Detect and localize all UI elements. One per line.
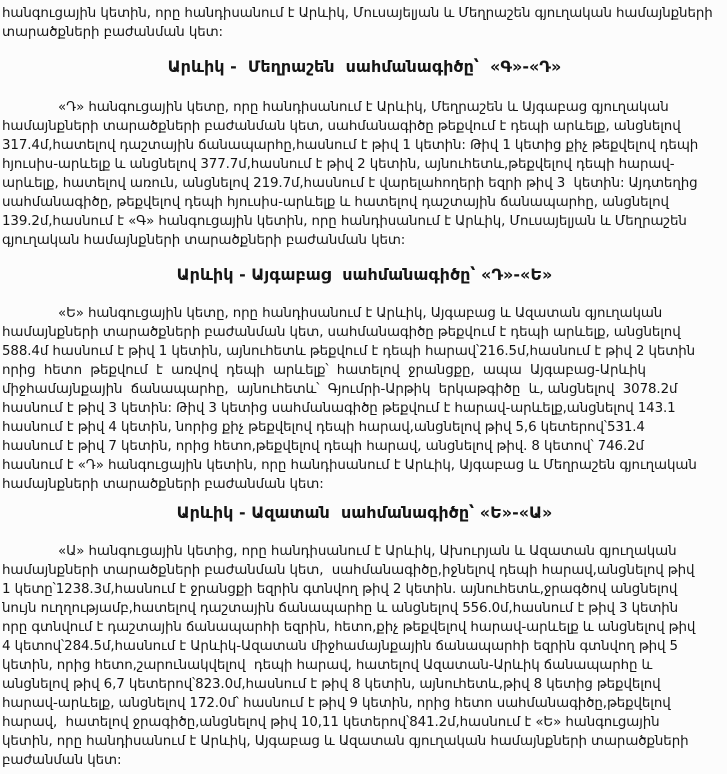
section-arevik-azatan [2,502,727,770]
section-heading-arevik-azatan: Արևիկ - Ազատան սահմանագիծը՝ «Ե»-«Ա» [176,503,553,522]
section-arevik-aygabats [2,264,727,494]
text-line: «Ե» հանգուցային կետը, որը հանդիսանում է Արևիկ, Այգաբաց և Ազատան գյուղական [58,306,663,321]
text-line: համայնքների տարածքների բաժանման կետ, սահմանագիծը թեքվում է դեպի արևելք, անցնելով [2,119,681,134]
text-line: որից հետո թեքվում է առվով դեպի արևելք՝ հատելով ջրանցքը, ապա Այգաբաց-Արևիկ [2,363,646,378]
section-paragraph-arevik-aygabats [2,304,727,494]
text-line: համայնքների տարածքների բաժանման կետ: [2,477,324,492]
text-line: հասնում է թիվ 3 կետին: Թիվ 3 կետից սահմանագիծը թեքվում է հարավ-արևելք,անցնելով 143.1 [2,401,676,416]
text-line: հասնում է «Դ» հանգուցային կետին, որը հանդիսանում է Արևիկ, Այգաբաց և Մեղրաշեն գյուղական [2,458,697,473]
text-line: նույն ուղղությամբ,հատելով դաշտային ճանապարհը և անցնելով 556.0մ,հասնում է թիվ 3 կետին [2,601,679,616]
text-line: անցնելով թիվ 6,7 կետերով՝823.0մ,հասնում է թիվ 8 կետին, այնուհետև,թիվ 8 կետից թեքվելով [2,677,661,692]
text-line: 1 կետը՝1238.3մ,հասնում է ջրանցքի եզրին գտնվող թիվ 2 կետին. այնուհետև,ջրագծով անցնելով [2,582,678,597]
text-line: հյուսիս-արևելք և անցնելով 377.7մ,հասնում է թիվ 2 կետին, այնուհետև,թեքվելով դեպի հարավ- [2,157,675,172]
text-line: 139.2մ,հասնում է «Գ» հանգուցային կետին, որը հանդիսանում է Արևիկ, Մուսայելյան և Մեղրաշեն [2,214,687,229]
text-line: հասնում է թիվ 7 կետին, որից հետո,թեքվելով դեպի հարավ, անցնելով թիվ. 8 կետով՝ 746.2մ [2,439,644,454]
text-line: կետին, որից հետո,շարունակվելով դեպի հարավ, հատելով Ազատան-Արևիկ ճանապարհը և [2,658,653,673]
text-line: գյուղական համայնքների տարածքների բաժանման կետ: [2,233,406,248]
text-line: սահմանագիծը, թեքվելով դեպի հյուսիս-արևելք և հատելով դաշտային ճանապարհը, անցնելով [2,195,669,210]
intro-paragraph [2,4,727,42]
section-paragraph-arevik-meghrashen [2,98,727,250]
text-line: արևելք, հատելով առուն, անցնելով 219.7մ,հասնում է վարելահողերի եզրի թիվ 3 կետին: Այդտեղից [2,176,698,191]
text-line: կետին, որը հանդիսանում է Արևիկ, Այգաբաց և Ազատան գյուղական համայնքների տարածքների [2,734,689,749]
text-line: «Դ» հանգուցային կետը, որը հանդիսանում է Արևիկ, Մեղրաշեն և Այգաբաց գյուղական [58,100,669,115]
text-line: 317.4մ,հատելով դաշտային ճանապարհը,հասնում է թիվ 1 կետին: Թիվ 1 կետից քիչ թեքվելով դեպի [2,138,699,153]
text-line: բաժանման կետ: [2,753,122,768]
text-line: «Ա» հանգուցային կետից, որը հանդիսանում է Արևիկ, Ախուրյան և Ազատան գյուղական [58,544,677,559]
text-line: համայնքների տարածքների բաժանման կետ, սահմանագիծը,իջնելով դեպի հարավ,անցնելով թիվ [2,563,695,578]
text-line: միջհամայնքային ճանապարհը, այնուհետև՝ Գյումրի-Արթիկ երկաթգիծը և, անցնելով 3078.2մ [2,382,678,397]
text-line: տարածքների բաժանման կետ: [2,25,223,40]
text-line: համայնքների տարածքների բաժանման կետ, սահմանագիծը թեքվում է դեպի արևելք, անցնելով [2,325,681,340]
section-heading-arevik-aygabats: Արևիկ - Այգաբաց սահմանագիծը՝ «Դ»-«Ե» [176,265,553,284]
text-line: 588.4մ հասնում է թիվ 1 կետին, այնուհետև թեքվում է դեպի հարավ՝216.5մ,հասնում է թիվ 2 կետին [2,344,695,359]
text-line: հասնում է թիվ 4 կետին, նորից քիչ թեքվելով դեպի հարավ,անցնելով թիվ 5,6 կետերով՝531.4 [2,420,645,435]
text-line: հարավ, հատելով ջրագիծը,անցնելով թիվ 10,11 կետերով՝841.2մ,հասնում է «Ե» հանգուցային [2,715,660,730]
text-line: որը գտնվում է դաշտային ճանապարհի եզրին, հետո,քիչ թեքվելով հարավ-արևելք և անցնելով թիվ [2,620,696,635]
text-line: 4 կետով՝284.5մ,հասնում է Արևիկ-Ազատան միջհամայնքային ճանապարհի եզրին գտնվող թիվ 5 [2,639,678,654]
text-line: հարավ-արևելք, անցնելով 172.0մ՝ հասնում է թիվ 9 կետին, որից հետո սահմանագիծը,թեքվելով [2,696,671,711]
section-heading-arevik-meghrashen: Արևիկ - Մեղրաշեն սահմանագիծը՝ «Գ»-«Դ» [167,57,562,76]
section-arevik-meghrashen [2,56,727,250]
text-line: հանգուցային կետին, որը հանդիսանում է Արևիկ, Մուսայելյան և Մեղրաշեն գյուղական համայնքների [2,6,713,21]
section-paragraph-arevik-azatan [2,542,727,770]
